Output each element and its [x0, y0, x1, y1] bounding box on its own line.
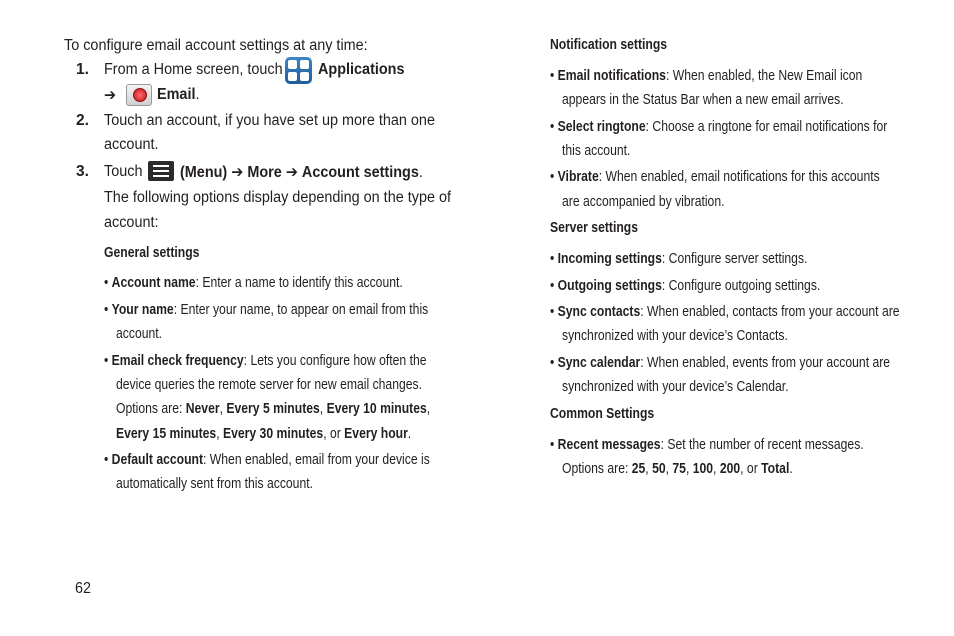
- applications-icon: [285, 57, 312, 84]
- step-number: 2.: [76, 112, 89, 129]
- bullet-vibrate-cont: are accompanied by vibration.: [562, 194, 725, 210]
- bullet-vibrate: • Vibrate: When enabled, email notifications for this accounts: [550, 169, 880, 185]
- bullet-sync-contacts-cont: synchronized with your device’s Contacts.: [562, 328, 788, 344]
- bullet-default-account: • Default account: When enabled, email from your device is: [104, 452, 430, 468]
- bullet-outgoing-settings: • Outgoing settings: Configure outgoing settings.: [550, 278, 821, 294]
- email-icon: [126, 84, 152, 106]
- bullet-your-name: • Your name: Enter your name, to appear on email from this: [104, 302, 429, 318]
- bullet-account-name: • Account name: Enter a name to identify this account.: [104, 275, 403, 291]
- bullet-select-ringtone-cont: this account.: [562, 143, 631, 159]
- bullet-default-account-cont: automatically sent from this account.: [116, 476, 314, 492]
- bullet-sync-calendar-cont: synchronized with your device’s Calendar.: [562, 379, 789, 395]
- bullet-email-notifications: • Email notifications: When enabled, the New Email icon: [550, 68, 863, 84]
- step-3-follow: The following options display depending on the type of: [104, 189, 452, 206]
- bullet-recent-messages: • Recent messages: Set the number of recent messages.: [550, 437, 864, 453]
- bullet-your-name-cont: account.: [116, 326, 163, 342]
- server-settings-heading: Server settings: [550, 220, 639, 236]
- recent-messages-options: Options are: 25, 50, 75, 100, 200, or Total.: [562, 461, 793, 477]
- step-2-line: Touch an account, if you have set up more than one: [104, 112, 435, 129]
- bullet-sync-calendar: • Sync calendar: When enabled, events from your account are: [550, 355, 891, 371]
- arrow-icon: ➔: [104, 87, 117, 104]
- bullet-email-check-cont: device queries the remote server for new email changes.: [116, 377, 423, 393]
- step-number: 3.: [76, 163, 89, 180]
- step-3-text: Touch: [104, 163, 143, 180]
- step-3-follow: account:: [104, 214, 159, 231]
- step-2-line: account.: [104, 136, 159, 153]
- step-number: 1.: [76, 61, 89, 78]
- bullet-email-check: • Email check frequency: Lets you configure how often the: [104, 353, 427, 369]
- bullet-email-notifications-cont: appears in the Status Bar when a new email arrives.: [562, 92, 844, 108]
- bullet-select-ringtone: • Select ringtone: Choose a ringtone for email notifications for: [550, 119, 888, 135]
- email-check-options: Options are: Never, Every 5 minutes, Every 10 minutes,: [116, 401, 431, 417]
- common-settings-heading: Common Settings: [550, 406, 655, 422]
- applications-label: Applications: [318, 61, 405, 78]
- email-label: Email: [157, 86, 196, 103]
- step-3-path: (Menu) ➔ More ➔ Account settings.: [180, 164, 423, 181]
- notification-settings-heading: Notification settings: [550, 37, 668, 53]
- email-check-options-cont: Every 15 minutes, Every 30 minutes, or Every hour.: [116, 426, 412, 442]
- step-1-text: From a Home screen, touch: [104, 61, 283, 78]
- bullet-incoming-settings: • Incoming settings: Configure server settings.: [550, 251, 808, 267]
- general-settings-heading: General settings: [104, 245, 200, 261]
- intro-text: To configure email account settings at any time:: [64, 37, 368, 54]
- bullet-sync-contacts: • Sync contacts: When enabled, contacts from your account are: [550, 304, 900, 320]
- menu-icon: [148, 161, 174, 181]
- page-number: 62: [75, 580, 92, 597]
